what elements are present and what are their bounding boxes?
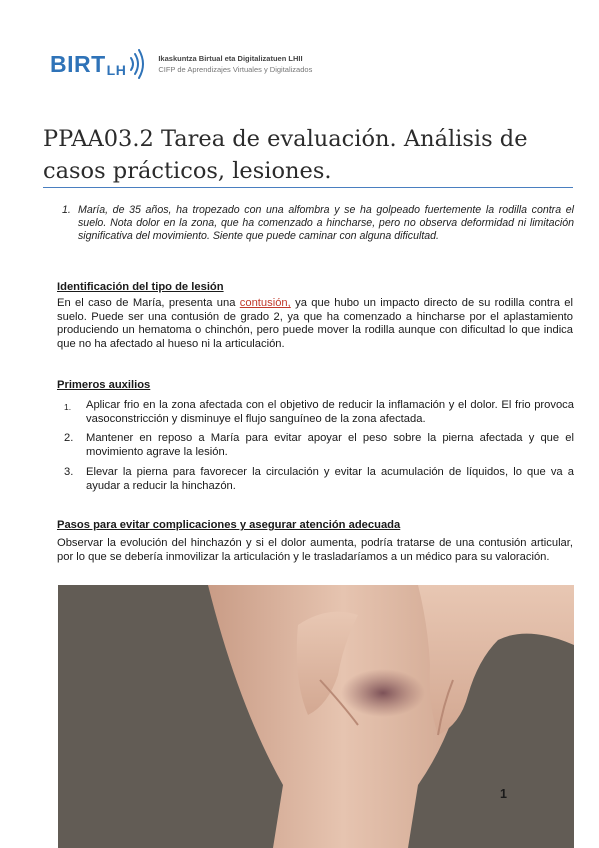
title-divider: [43, 187, 573, 188]
org-name-line1: Ikaskuntza Birtual eta Digitalizatuen LHII: [158, 54, 303, 63]
org-name: [158, 53, 312, 75]
logo: [50, 44, 312, 84]
first-aid-item-text: Elevar la pierna para favorecer la circulación y evitar la acumulación de líquidos, lo que va a ayudar a reducir la hinchazón.: [86, 466, 574, 492]
case-statement: [62, 204, 574, 244]
identification-heading: Identificación del tipo de lesión: [57, 281, 224, 293]
identification-text-after: ya que hubo un impacto directo de su rodilla contra el suelo. Puede ser una contusión de grado 2, ya que ha comenzado a hincharse por el aplastamiento produciendo un hematoma o chinchón, pero puede mover la rodilla aunque con dificultad lo que indica que no ha afectado al hueso ni la articulación.: [57, 297, 573, 350]
logo-sub-text: LH: [106, 61, 127, 78]
first-aid-item-number: 1.: [64, 402, 72, 412]
first-aid-item-number: 2.: [64, 432, 74, 444]
first-aid-item: [64, 399, 574, 426]
knee-photo: [58, 585, 574, 848]
bruise-mark: [341, 669, 425, 717]
logo-main-text: BIRT: [50, 50, 106, 77]
complications-heading: Pasos para evitar complicaciones y asegurar atención adecuada: [57, 519, 401, 531]
first-aid-item-text: Mantener en reposo a María para evitar apoyar el peso sobre la pierna afectada y que el movimiento agrave la lesión.: [86, 432, 574, 458]
knee-illustration: [58, 585, 574, 848]
contusion-link[interactable]: contusión,: [239, 297, 291, 309]
signal-waves-icon: [128, 49, 146, 79]
page-number: 1: [500, 787, 507, 801]
first-aid-item: [64, 432, 574, 459]
identification-text-before: En el caso de María, presenta una: [57, 297, 240, 309]
identification-paragraph: [57, 297, 573, 351]
case-number: 1.: [62, 204, 71, 216]
org-name-line2: CIFP de Aprendizajes Virtuales y Digitalizados: [158, 65, 313, 74]
first-aid-item-number: 3.: [64, 466, 74, 478]
case-text: María, de 35 años, ha tropezado con una alfombra y se ha golpeado fuertemente la rodilla contra el suelo. Nota dolor en la zona, que ha comenzado a hincharse, pero no observa deformidad ni limitación significativa del movimiento. Siente que puede caminar con alguna dificultad.: [78, 204, 574, 243]
page-title: PPAA03.2 Tarea de evaluación. Análisis de casos prácticos, lesiones.: [43, 126, 528, 184]
first-aid-item-text: Aplicar frio en la zona afectada con el objetivo de reducir la inflamación y el dolor. El frio provoca vasoconstricción y disminuye el flujo sanguíneo de la zona afectada.: [86, 399, 574, 425]
logo-mark: [50, 51, 126, 78]
first-aid-item: [64, 466, 574, 493]
first-aid-heading: Primeros auxilios: [57, 379, 151, 391]
complications-paragraph: Observar la evolución del hinchazón y si el dolor aumenta, podría tratarse de una contusión articular, por lo que se debería inmovilizar la articulación y le trasladaríamos a un médico para su valoración.: [57, 537, 573, 563]
